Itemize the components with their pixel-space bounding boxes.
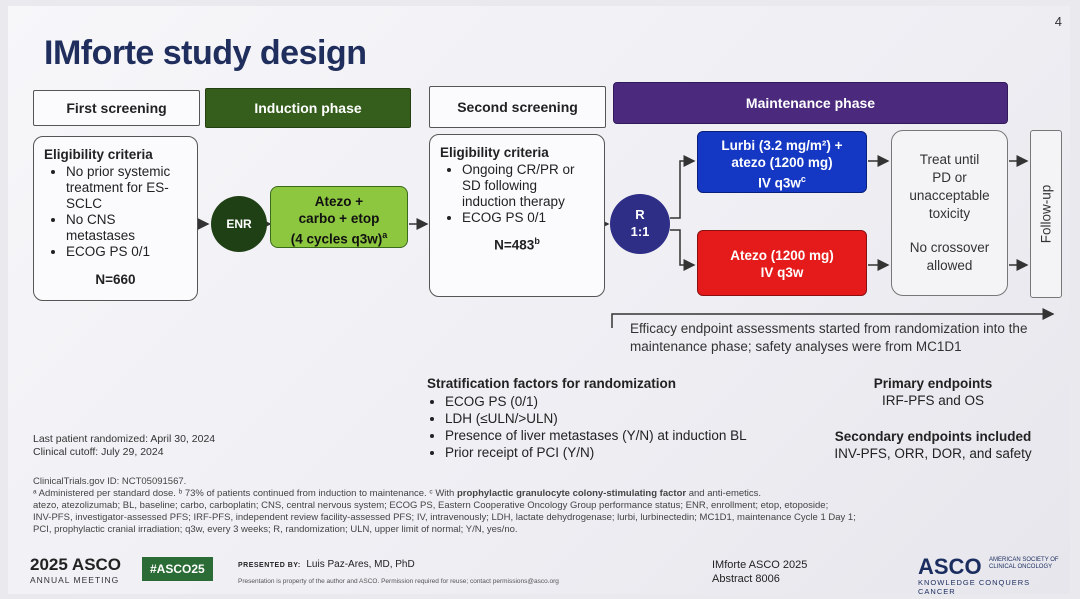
- efficacy-note: Efficacy endpoint assessments started from randomization into the maintenance phase; safety analyses were from MC1D1: [630, 321, 1028, 354]
- arm-atezo: [697, 230, 867, 296]
- society-name: [989, 557, 1059, 571]
- arm-lurbi-atezo: [697, 131, 867, 193]
- primary-endpoints: [828, 375, 1038, 409]
- rand-ratio: 1:1: [630, 224, 650, 239]
- induction-line1: Atezo +: [314, 194, 364, 209]
- primary-heading: Primary endpoints: [873, 376, 993, 391]
- footnote-bold: prophylactic granulocyte colony-stimulating factor: [456, 488, 687, 499]
- footnote-marker: c: [800, 174, 806, 184]
- secondary-endpoints: [808, 428, 1058, 462]
- footnote-line: INV-PFS, investigator-assessed PFS; IRF-PFS, independent review facility-assessed PFS; IV, intravenously; LDH, lactate dehydrogenase; lurbi, lurbinectedin; MC1D1, maintenance Cycle 1 Day 1;: [33, 512, 856, 523]
- secondary-value: INV-PFS, ORR, DOR, and safety: [834, 446, 1032, 461]
- arrow-rand-arm1: [670, 161, 694, 218]
- treatment-duration-box: [891, 130, 1008, 296]
- footnote-line: atezo, atezolizumab; BL, baseline; carbo, carboplatin; CNS, central nervous system; ECOG PS, Eastern Cooperative Oncology Group performance status; ENR, enrollment; etop, etoposide;: [33, 500, 829, 511]
- clinical-cutoff-date: Clinical cutoff: July 29, 2024: [33, 446, 164, 458]
- stratification-list: [427, 393, 747, 461]
- follow-up-label: Follow-up: [1038, 184, 1054, 244]
- footnote-line: ClinicalTrials.gov ID: NCT05091567.: [33, 476, 187, 487]
- sample-size: N=660: [95, 272, 136, 287]
- list-item: • LDH (≤ULN/>ULN): [445, 410, 747, 427]
- header-induction-phase: Induction phase: [205, 88, 411, 128]
- footnote-marker: a: [382, 230, 388, 240]
- footnote-marker: b: [534, 236, 540, 246]
- arm2-line1: Atezo (1200 mg): [730, 248, 834, 263]
- sample-size: N=483: [494, 237, 535, 253]
- arm1-line3: IV q3w: [758, 175, 801, 191]
- induction-regimen-box: [270, 186, 408, 248]
- eligibility-heading: Eligibility criteria: [440, 145, 549, 160]
- enrollment-node: ENR: [211, 196, 267, 252]
- society-line: CLINICAL ONCOLOGY: [989, 564, 1053, 570]
- list-item: • Presence of liver metastases (Y/N) at induction BL: [445, 427, 747, 444]
- randomization-node: [610, 194, 670, 254]
- abstract-title: IMforte ASCO 2025: [712, 559, 808, 571]
- list-item: • Prior receipt of PCI (Y/N): [445, 444, 747, 461]
- treat-line: Treat until: [919, 152, 980, 167]
- asco-society-logo: [918, 554, 1070, 596]
- footnote-text: ᵃ Administered per standard dose. ᵇ 73% of patients continued from induction to maintenance. ᶜ With: [33, 488, 457, 499]
- list-item: • ECOG PS 0/1: [66, 244, 187, 260]
- header-maintenance-phase: Maintenance phase: [613, 82, 1008, 124]
- study-dates: [33, 433, 215, 459]
- treat-line: PD or: [932, 170, 967, 185]
- presenter: [238, 559, 415, 570]
- presenter-name: Luis Paz-Ares, MD, PhD: [306, 559, 415, 570]
- arrow-rand-arm2: [670, 230, 694, 265]
- asco-year: 2025 ASCO: [30, 555, 122, 574]
- disclaimer: Presentation is property of the author and ASCO. Permission required for reuse; contact permissions@asco.org: [238, 578, 559, 585]
- list-item: • Ongoing CR/PR or SD following induction therapy: [462, 162, 594, 210]
- stratification-factors: [427, 375, 747, 461]
- arm1-line1: Lurbi (3.2 mg/m²) +: [721, 138, 843, 153]
- primary-value: IRF-PFS and OS: [881, 393, 985, 408]
- stratification-heading: Stratification factors for randomization: [427, 376, 677, 391]
- treat-line: allowed: [926, 258, 973, 273]
- arm2-line2: IV q3w: [760, 265, 804, 280]
- follow-up-box: [1030, 130, 1062, 298]
- footnote-text: and anti-emetics.: [686, 488, 762, 499]
- asco-tagline: KNOWLEDGE CONQUERS CANCER: [918, 578, 1031, 596]
- treat-line: toxicity: [928, 206, 971, 221]
- header-first-screening: First screening: [33, 90, 200, 126]
- eligibility-heading: Eligibility criteria: [44, 147, 153, 162]
- header-second-screening: Second screening: [429, 86, 606, 128]
- page-number: 4: [1054, 14, 1062, 29]
- asco-annual-meeting-logo: [30, 555, 121, 585]
- footnote-line: [33, 488, 1033, 500]
- induction-line3: (4 cycles q3w): [290, 231, 383, 247]
- list-item: • ECOG PS (0/1): [445, 393, 747, 410]
- slide: [8, 6, 1070, 594]
- footnotes: [33, 476, 1033, 536]
- footnote-line: PCI, prophylactic cranial irradiation; q3w, every 3 weeks; R, randomization; ULN, upper limit of normal; Y/N, yes/no.: [33, 524, 518, 535]
- treat-line: No crossover: [909, 240, 990, 255]
- society-line: AMERICAN SOCIETY OF: [989, 557, 1059, 563]
- slide-title: IMforte study design: [44, 34, 367, 72]
- asco-logo-text: ASCO: [918, 554, 982, 579]
- first-screening-box: [33, 136, 198, 301]
- abstract-number: Abstract 8006: [712, 573, 780, 585]
- rand-label: R: [635, 207, 645, 222]
- induction-line2: carbo + etop: [298, 211, 380, 226]
- presented-by-label: PRESENTED BY:: [238, 562, 301, 569]
- eligibility-list: [440, 162, 594, 226]
- hashtag-badge: #ASCO25: [142, 557, 213, 581]
- list-item: • ECOG PS 0/1: [462, 210, 594, 226]
- asco-meeting: ANNUAL MEETING: [30, 575, 120, 585]
- abstract-info: [712, 558, 807, 586]
- treat-line: unacceptable: [909, 188, 990, 203]
- list-item: • No CNS metastases: [66, 212, 187, 244]
- secondary-heading: Secondary endpoints included: [834, 429, 1032, 444]
- second-screening-box: [429, 134, 605, 297]
- eligibility-list: [44, 164, 187, 260]
- list-item: • No prior systemic treatment for ES-SCLC: [66, 164, 187, 212]
- last-patient-date: Last patient randomized: April 30, 2024: [33, 433, 216, 445]
- arm1-line2: atezo (1200 mg): [731, 155, 833, 170]
